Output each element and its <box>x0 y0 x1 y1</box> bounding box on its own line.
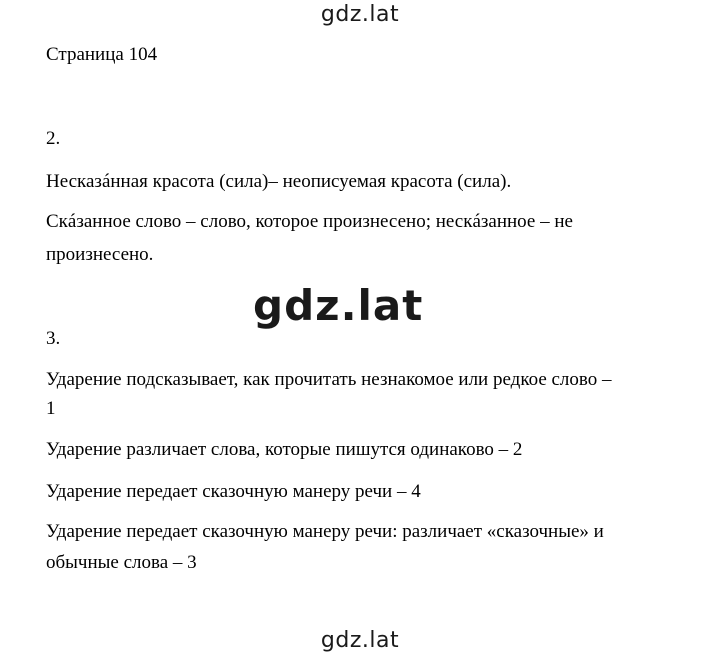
watermark-top: gdz.lat <box>320 2 400 27</box>
task-2-number: 2. <box>46 128 61 149</box>
task-3-number: 3. <box>46 328 61 349</box>
watermark-middle: gdz.lat <box>253 281 424 330</box>
watermark-bottom: gdz.lat <box>320 628 400 653</box>
task-3-item-3: Ударение передает сказочную манеру речи – 4 <box>46 481 421 502</box>
task-3-item-1-line-1: Ударение подсказывает, как прочитать незнакомое или редкое слово – <box>46 369 612 390</box>
task-3-item-2: Ударение различает слова, которые пишутся одинаково – 2 <box>46 439 523 460</box>
task-2-line-1: Несказáнная красота (сила)– неописуемая красота (сила). <box>46 171 512 192</box>
task-3-item-1-line-2: 1 <box>46 398 56 419</box>
task-3-item-4-line-2: обычные слова – 3 <box>46 552 197 573</box>
task-2-line-2: Скáзанное слово – слово, которое произнесено; нескáзанное – не <box>46 211 573 232</box>
task-2-line-3: произнесено. <box>46 244 154 265</box>
page-heading: Страница 104 <box>46 44 158 65</box>
task-3-item-4-line-1: Ударение передает сказочную манеру речи: различает «сказочные» и <box>46 521 604 542</box>
